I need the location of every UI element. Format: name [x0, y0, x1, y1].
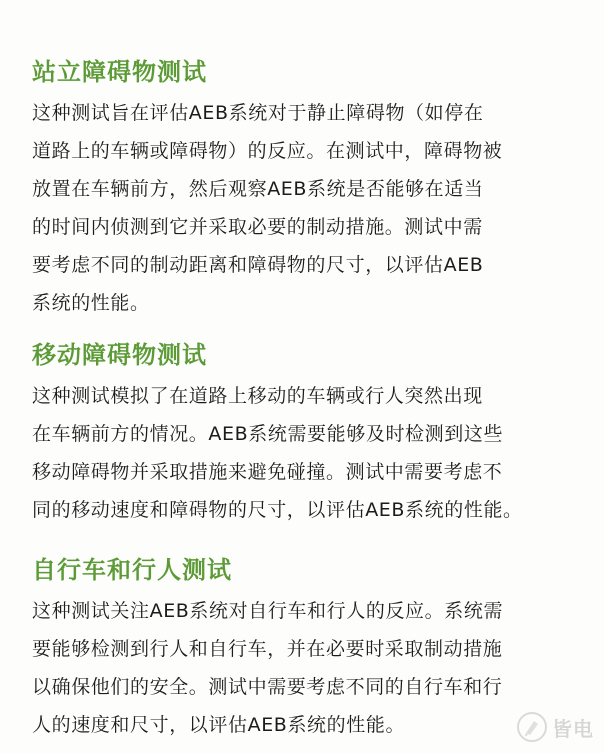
body-line: 道路上的车辆或障碍物）的反应。在测试中，障碍物被 — [32, 140, 503, 162]
body-line: 同的移动速度和障碍物的尺寸，以评估AEB系统的性能。 — [32, 499, 523, 521]
body-line: 在车辆前方的情况。AEB系统需要能够及时检测到这些 — [32, 423, 504, 445]
body-line: 的时间内侦测到它并采取必要的制动措施。测试中需 — [32, 216, 483, 238]
section-body-moving-obstacle — [32, 377, 592, 529]
body-line: 人的速度和尺寸，以评估AEB系统的性能。 — [32, 714, 406, 736]
body-line: 这种测试模拟了在道路上移动的车辆或行人突然出现 — [32, 385, 483, 407]
body-line: 要考虑不同的制动距离和障碍物的尺寸，以评估AEB — [32, 254, 484, 276]
body-line: 移动障碍物并采取措施来避免碰撞。测试中需要考虑不 — [32, 461, 503, 483]
body-line: 系统的性能。 — [32, 292, 150, 314]
body-line: 以确保他们的安全。测试中需要考虑不同的自行车和行 — [32, 676, 503, 698]
watermark-text: 皆电 — [552, 716, 594, 741]
body-line: 要能够检测到行人和自行车，并在必要时采取制动措施 — [32, 638, 503, 660]
pen-nib-icon — [516, 711, 548, 743]
section-body-cyclist-pedestrian — [32, 592, 592, 744]
section-body-stationary-obstacle — [32, 94, 592, 322]
body-line: 这种测试关注AEB系统对自行车和行人的反应。系统需 — [32, 600, 504, 622]
section-heading-moving-obstacle: 移动障碍物测试 — [32, 341, 207, 369]
body-line: 放置在车辆前方，然后观察AEB系统是否能够在适当 — [32, 178, 484, 200]
body-line: 这种测试旨在评估AEB系统对于静止障碍物（如停在 — [32, 102, 484, 124]
section-heading-cyclist-pedestrian: 自行车和行人测试 — [32, 556, 232, 584]
section-heading-stationary-obstacle: 站立障碍物测试 — [32, 58, 207, 86]
watermark — [516, 711, 594, 743]
